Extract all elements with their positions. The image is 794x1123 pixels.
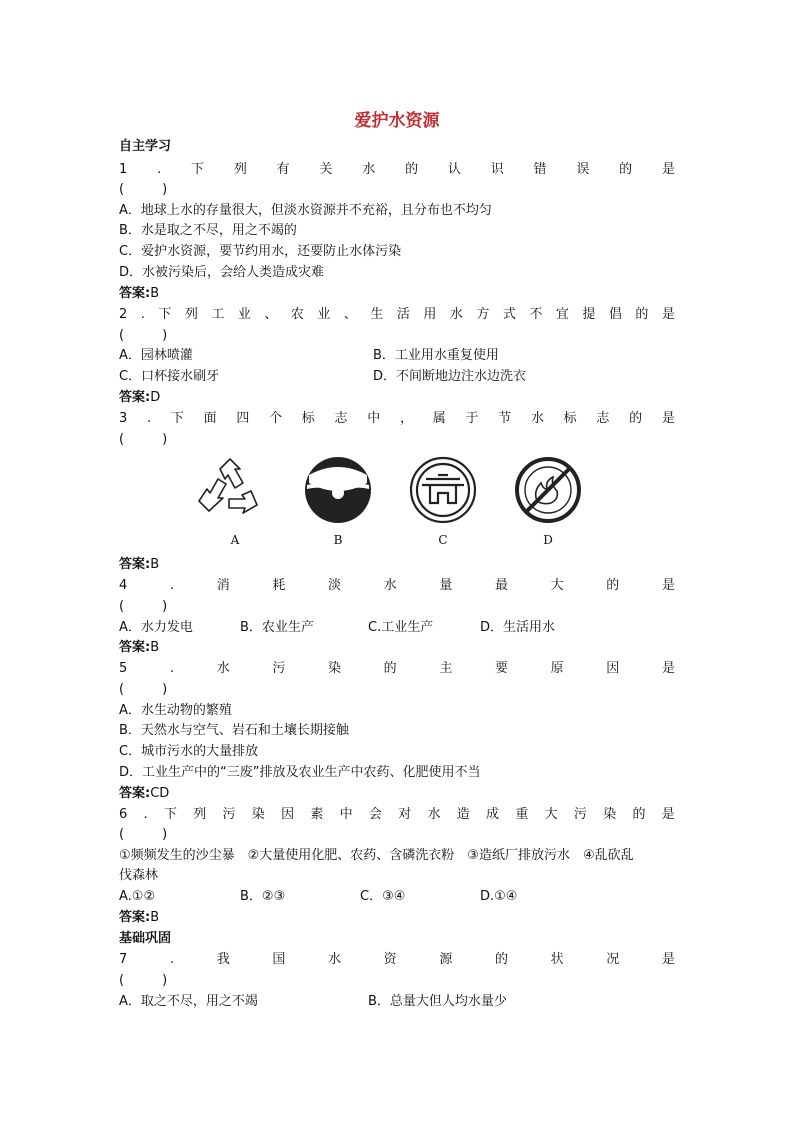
stem-char: 是 [661, 411, 675, 426]
stem-char: 列 [233, 162, 247, 177]
logo-label-b: B [333, 533, 343, 547]
stem-char: 的 [629, 411, 643, 426]
stem-char: 染 [251, 807, 265, 822]
stem-char: 是 [661, 952, 675, 967]
question-4-stem [119, 576, 675, 596]
question-number: 2 [119, 307, 128, 322]
stem-char: 造 [456, 807, 470, 822]
stem-char: 列 [184, 307, 198, 322]
stem-char: 最 [494, 578, 508, 593]
question-1-option-a: A．地球上水的存量很大，但淡水资源并不充裕，且分布也不均匀 [119, 203, 492, 218]
stem-char: 关 [319, 162, 333, 177]
stem-char: 状 [550, 952, 564, 967]
stem-char: 农 [290, 307, 304, 322]
stem-char: 况 [606, 952, 620, 967]
stem-char: 面 [203, 411, 217, 426]
question-7-stem [119, 950, 675, 970]
stem-char: 提 [582, 307, 596, 322]
stem-char: 因 [281, 807, 295, 822]
stem-char: 标 [301, 411, 315, 426]
question-dot: . [157, 162, 162, 177]
stem-char: 消 [216, 578, 230, 593]
stem-char: 的 [635, 307, 649, 322]
answer-label: 答案: [119, 910, 151, 925]
stem-char: 中 [339, 807, 353, 822]
answer-value: D [150, 390, 161, 405]
question-1-option-d: D．水被污染后，会给人类造成灾难 [119, 265, 325, 280]
stem-char: 水 [383, 578, 397, 593]
question-number: 4 [119, 578, 128, 593]
question-5-option-a: A．水生动物的繁殖 [119, 703, 232, 718]
answer-value: B [150, 640, 160, 655]
question-6-items-line-1: ①频频发生的沙尘暴 ②大量使用化肥、农药、含磷洗衣粉 ③造纸厂排放污水 ④乱砍乱 [119, 848, 634, 863]
stem-char: 是 [661, 661, 675, 676]
stem-char: 水 [328, 952, 342, 967]
section-heading-self-study: 自主学习 [119, 139, 172, 154]
stem-char: 工 [211, 307, 225, 322]
stem-char: 节 [498, 411, 512, 426]
logo-label-d: D [543, 533, 553, 547]
stem-char: 是 [661, 307, 675, 322]
question-dot: . [143, 807, 148, 822]
question-5-option-b: B．天然水与空气、岩石和土壤长期接触 [119, 723, 349, 738]
question-2-option-b: B．工业用水重复使用 [373, 348, 499, 363]
question-6-option-d: D.①④ [480, 889, 518, 904]
logo-figure [195, 455, 605, 555]
stem-char: 水 [449, 307, 463, 322]
stem-char: 志 [596, 411, 610, 426]
logo-label-a: A [230, 533, 240, 547]
stem-char: 业 [237, 307, 251, 322]
question-6-stem [119, 805, 675, 825]
question-2-option-a: A．园林喷灌 [119, 348, 193, 363]
question-6-answer [119, 908, 675, 928]
stem-char: 的 [606, 578, 620, 593]
stem-char: 下 [163, 807, 177, 822]
stem-char: 误 [576, 162, 590, 177]
question-3-answer [119, 555, 675, 575]
answer-value: B [150, 286, 160, 301]
stem-char: 资 [383, 952, 397, 967]
question-dot: . [140, 307, 145, 322]
question-6-items-line-2: 伐森林 [119, 868, 159, 883]
question-2-answer [119, 388, 675, 408]
stem-char: 错 [533, 162, 547, 177]
question-number: 7 [119, 952, 128, 967]
question-5-option-c: C．城市污水的大量排放 [119, 744, 259, 759]
stem-char: 的 [383, 661, 397, 676]
question-number: 1 [119, 162, 128, 177]
stem-char: 有 [276, 162, 290, 177]
question-2-paren: ( ) [119, 328, 172, 343]
stem-char: 要 [494, 661, 508, 676]
stem-char: 下 [191, 162, 205, 177]
answer-label: 答案: [119, 640, 151, 655]
stem-char: 染 [603, 807, 617, 822]
question-4-option-d: D．生活用水 [480, 620, 556, 635]
question-3-paren: ( ) [119, 432, 172, 447]
building-icon [408, 455, 478, 525]
stem-char: 水 [216, 661, 230, 676]
question-3-stem [119, 409, 675, 429]
answer-value: B [150, 910, 160, 925]
question-4-option-a: A．水力发电 [119, 620, 193, 635]
question-1-option-c: C．爱护水资源，要节约用水，还要防止水体污染 [119, 244, 402, 259]
stem-char: 量 [439, 578, 453, 593]
question-7-option-a: A．取之不尽，用之不竭 [119, 994, 258, 1009]
stem-char: 染 [328, 661, 342, 676]
answer-label: 答案: [119, 286, 151, 301]
question-2-option-c: C．口杯接水刷牙 [119, 369, 220, 384]
stem-char: 是 [661, 162, 675, 177]
stem-char: 业 [317, 307, 331, 322]
stem-char: 、 [264, 307, 278, 322]
stem-char: 认 [447, 162, 461, 177]
question-1-paren: ( ) [119, 182, 172, 197]
stem-char: 个 [269, 411, 283, 426]
answer-value: CD [150, 786, 170, 801]
question-5-option-d: D．工业生产中的“三废”排放及农业生产中农药、化肥使用不当 [119, 765, 481, 780]
answer-label: 答案: [119, 557, 151, 572]
stem-char: 重 [515, 807, 529, 822]
stem-char: 四 [236, 411, 250, 426]
stem-char: 、 [343, 307, 357, 322]
stem-char: 素 [310, 807, 324, 822]
question-4-paren: ( ) [119, 599, 172, 614]
stem-char: 是 [661, 578, 675, 593]
question-5-paren: ( ) [119, 682, 172, 697]
stem-char: 属 [432, 411, 446, 426]
stem-char: 列 [193, 807, 207, 822]
stem-char: 活 [396, 307, 410, 322]
question-4-answer [119, 638, 675, 658]
logo-label-c: C [438, 533, 448, 547]
question-dot: . [169, 952, 175, 967]
section-heading-basic: 基础巩固 [119, 931, 172, 946]
water-saving-icon [303, 455, 373, 525]
stem-char: 对 [398, 807, 412, 822]
question-6-option-b: B．②③ [240, 889, 286, 904]
question-2-option-d: D．不间断地边注水边洗衣 [373, 369, 527, 384]
question-number: 5 [119, 661, 128, 676]
stem-char: 大 [550, 578, 564, 593]
stem-char: 用 [423, 307, 437, 322]
stem-char: 是 [661, 807, 675, 822]
stem-char: 志 [334, 411, 348, 426]
stem-char: 下 [170, 411, 184, 426]
answer-value: B [150, 557, 160, 572]
question-number: 3 [119, 411, 128, 426]
stem-char: 会 [368, 807, 382, 822]
question-2-stem [119, 305, 675, 325]
document-title: 爱护水资源 [354, 111, 440, 131]
stem-char: 下 [158, 307, 172, 322]
stem-char: 于 [465, 411, 479, 426]
stem-char: 源 [439, 952, 453, 967]
question-6-paren: ( ) [119, 827, 172, 842]
stem-char: 方 [476, 307, 490, 322]
stem-char: 污 [272, 661, 286, 676]
question-6-option-a: A.①② [119, 889, 156, 904]
stem-char: 的 [494, 952, 508, 967]
question-dot: . [169, 578, 175, 593]
stem-char: 污 [222, 807, 236, 822]
stem-char: 大 [544, 807, 558, 822]
question-1-stem [119, 160, 675, 180]
stem-char: 水 [427, 807, 441, 822]
stem-char: 耗 [272, 578, 286, 593]
stem-char: 我 [216, 952, 230, 967]
stem-char: 污 [573, 807, 587, 822]
stem-char: 标 [563, 411, 577, 426]
stem-char: 中 [367, 411, 381, 426]
stem-char: 水 [362, 162, 376, 177]
stem-char: 的 [619, 162, 633, 177]
stem-char: 生 [370, 307, 384, 322]
question-1-answer [119, 284, 675, 304]
question-1-option-b: B．水是取之不尽，用之不竭的 [119, 223, 297, 238]
stem-char: 主 [439, 661, 453, 676]
stem-char: 宜 [555, 307, 569, 322]
question-7-option-b: B．总量大但人均水量少 [368, 994, 507, 1009]
recycle-icon [195, 455, 265, 525]
stem-char: ， [400, 411, 414, 426]
question-5-stem [119, 659, 675, 679]
stem-char: 的 [632, 807, 646, 822]
stem-char: 因 [606, 661, 620, 676]
question-dot: . [169, 661, 175, 676]
stem-char: 不 [529, 307, 543, 322]
question-7-paren: ( ) [119, 973, 172, 988]
question-5-answer [119, 784, 675, 804]
stem-char: 原 [550, 661, 564, 676]
question-4-option-c: C.工业生产 [368, 620, 434, 635]
stem-char: 成 [486, 807, 500, 822]
no-fire-icon [513, 455, 583, 525]
question-4-option-b: B．农业生产 [240, 620, 314, 635]
stem-char: 淡 [328, 578, 342, 593]
stem-char: 式 [502, 307, 516, 322]
stem-char: 倡 [608, 307, 622, 322]
stem-char: 水 [530, 411, 544, 426]
stem-char: 的 [405, 162, 419, 177]
answer-label: 答案: [119, 390, 151, 405]
question-dot: . [147, 411, 152, 426]
question-6-option-c: C．③④ [360, 889, 406, 904]
stem-char: 识 [490, 162, 504, 177]
stem-char: 国 [272, 952, 286, 967]
answer-label: 答案: [119, 786, 151, 801]
question-number: 6 [119, 807, 128, 822]
